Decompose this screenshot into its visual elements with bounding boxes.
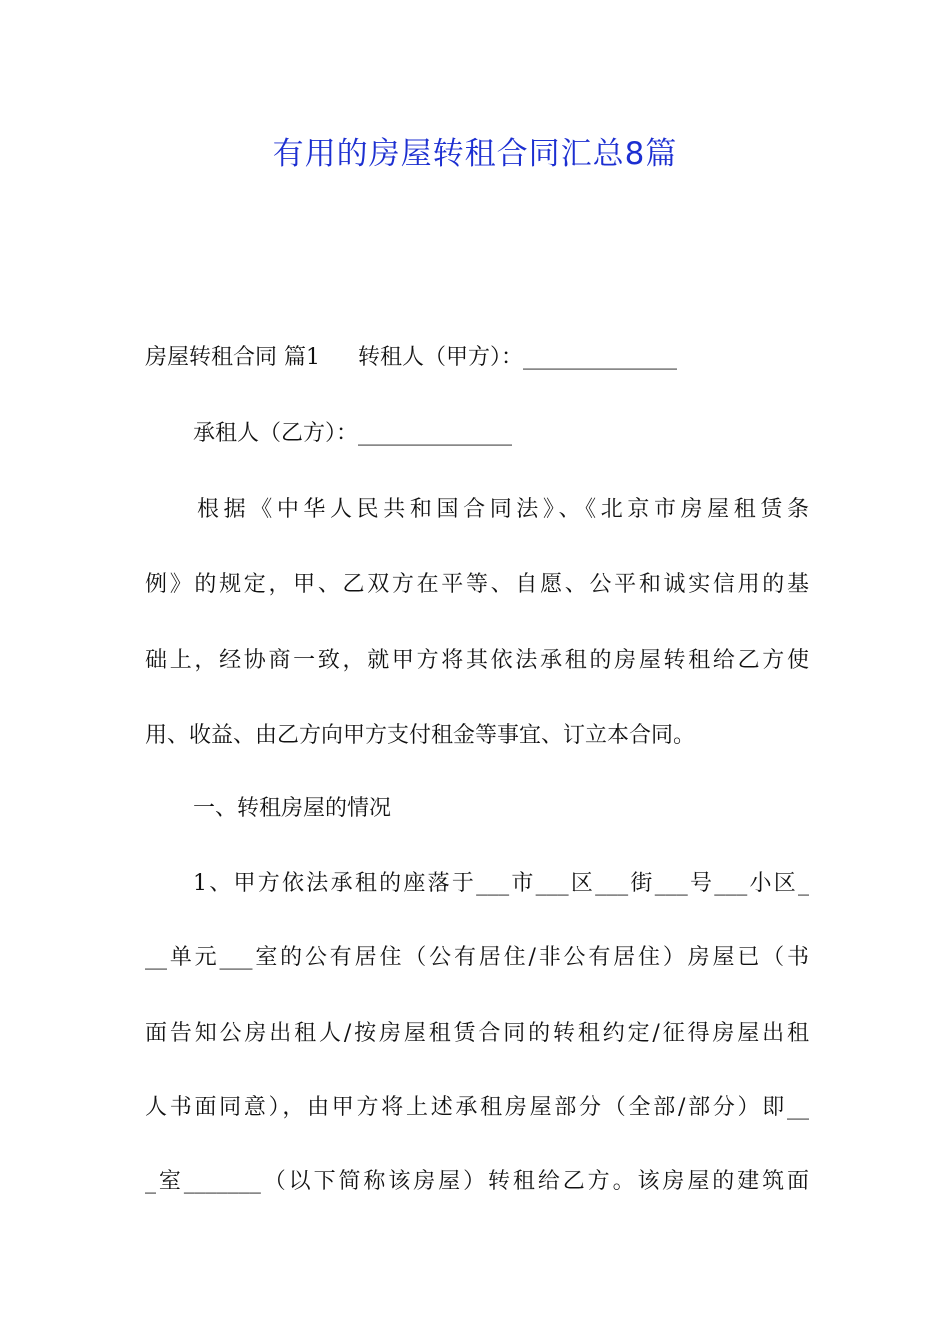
party-a-field: 转租人（甲方）：______________ (358, 345, 678, 370)
document-title: 有用的房屋转租合同汇总8篇 (272, 136, 678, 172)
contract-header-line (145, 338, 809, 378)
paragraph-line: _室_______（以下简称该房屋）转租给乙方。该房屋的建筑面 (145, 1169, 809, 1194)
contract-section-label: 房屋转租合同 篇1 (145, 345, 320, 370)
paragraph-line: 人书面同意），由甲方将上述承租房屋部分（全部/部分）即__ (145, 1095, 809, 1120)
paragraph-line: 1、甲方依法承租的座落于___市___区___街___号___小区_ (193, 871, 809, 896)
paragraph-line: 础上，经协商一致，就甲方将其依法承租的房屋转租给乙方使 (145, 648, 809, 673)
paragraph-line: __单元___室的公有居住（公有居住/非公有居住）房屋已（书 (145, 945, 809, 970)
paragraph-line: 面告知公房出租人/按房屋租赁合同的转租约定/征得房屋出租 (145, 1021, 809, 1046)
party-b-field: 承租人（乙方）：______________ (193, 421, 513, 446)
paragraph-line: 根据《中华人民共和国合同法》、《北京市房屋租赁条 (197, 497, 809, 522)
paragraph-line: 用、收益、由乙方向甲方支付租金等事宜、订立本合同。 (145, 723, 696, 748)
section-heading: 一、转租房屋的情况 (193, 796, 392, 821)
paragraph-line: 例》的规定，甲、乙双方在平等、自愿、公平和诚实信用的基 (145, 572, 809, 597)
